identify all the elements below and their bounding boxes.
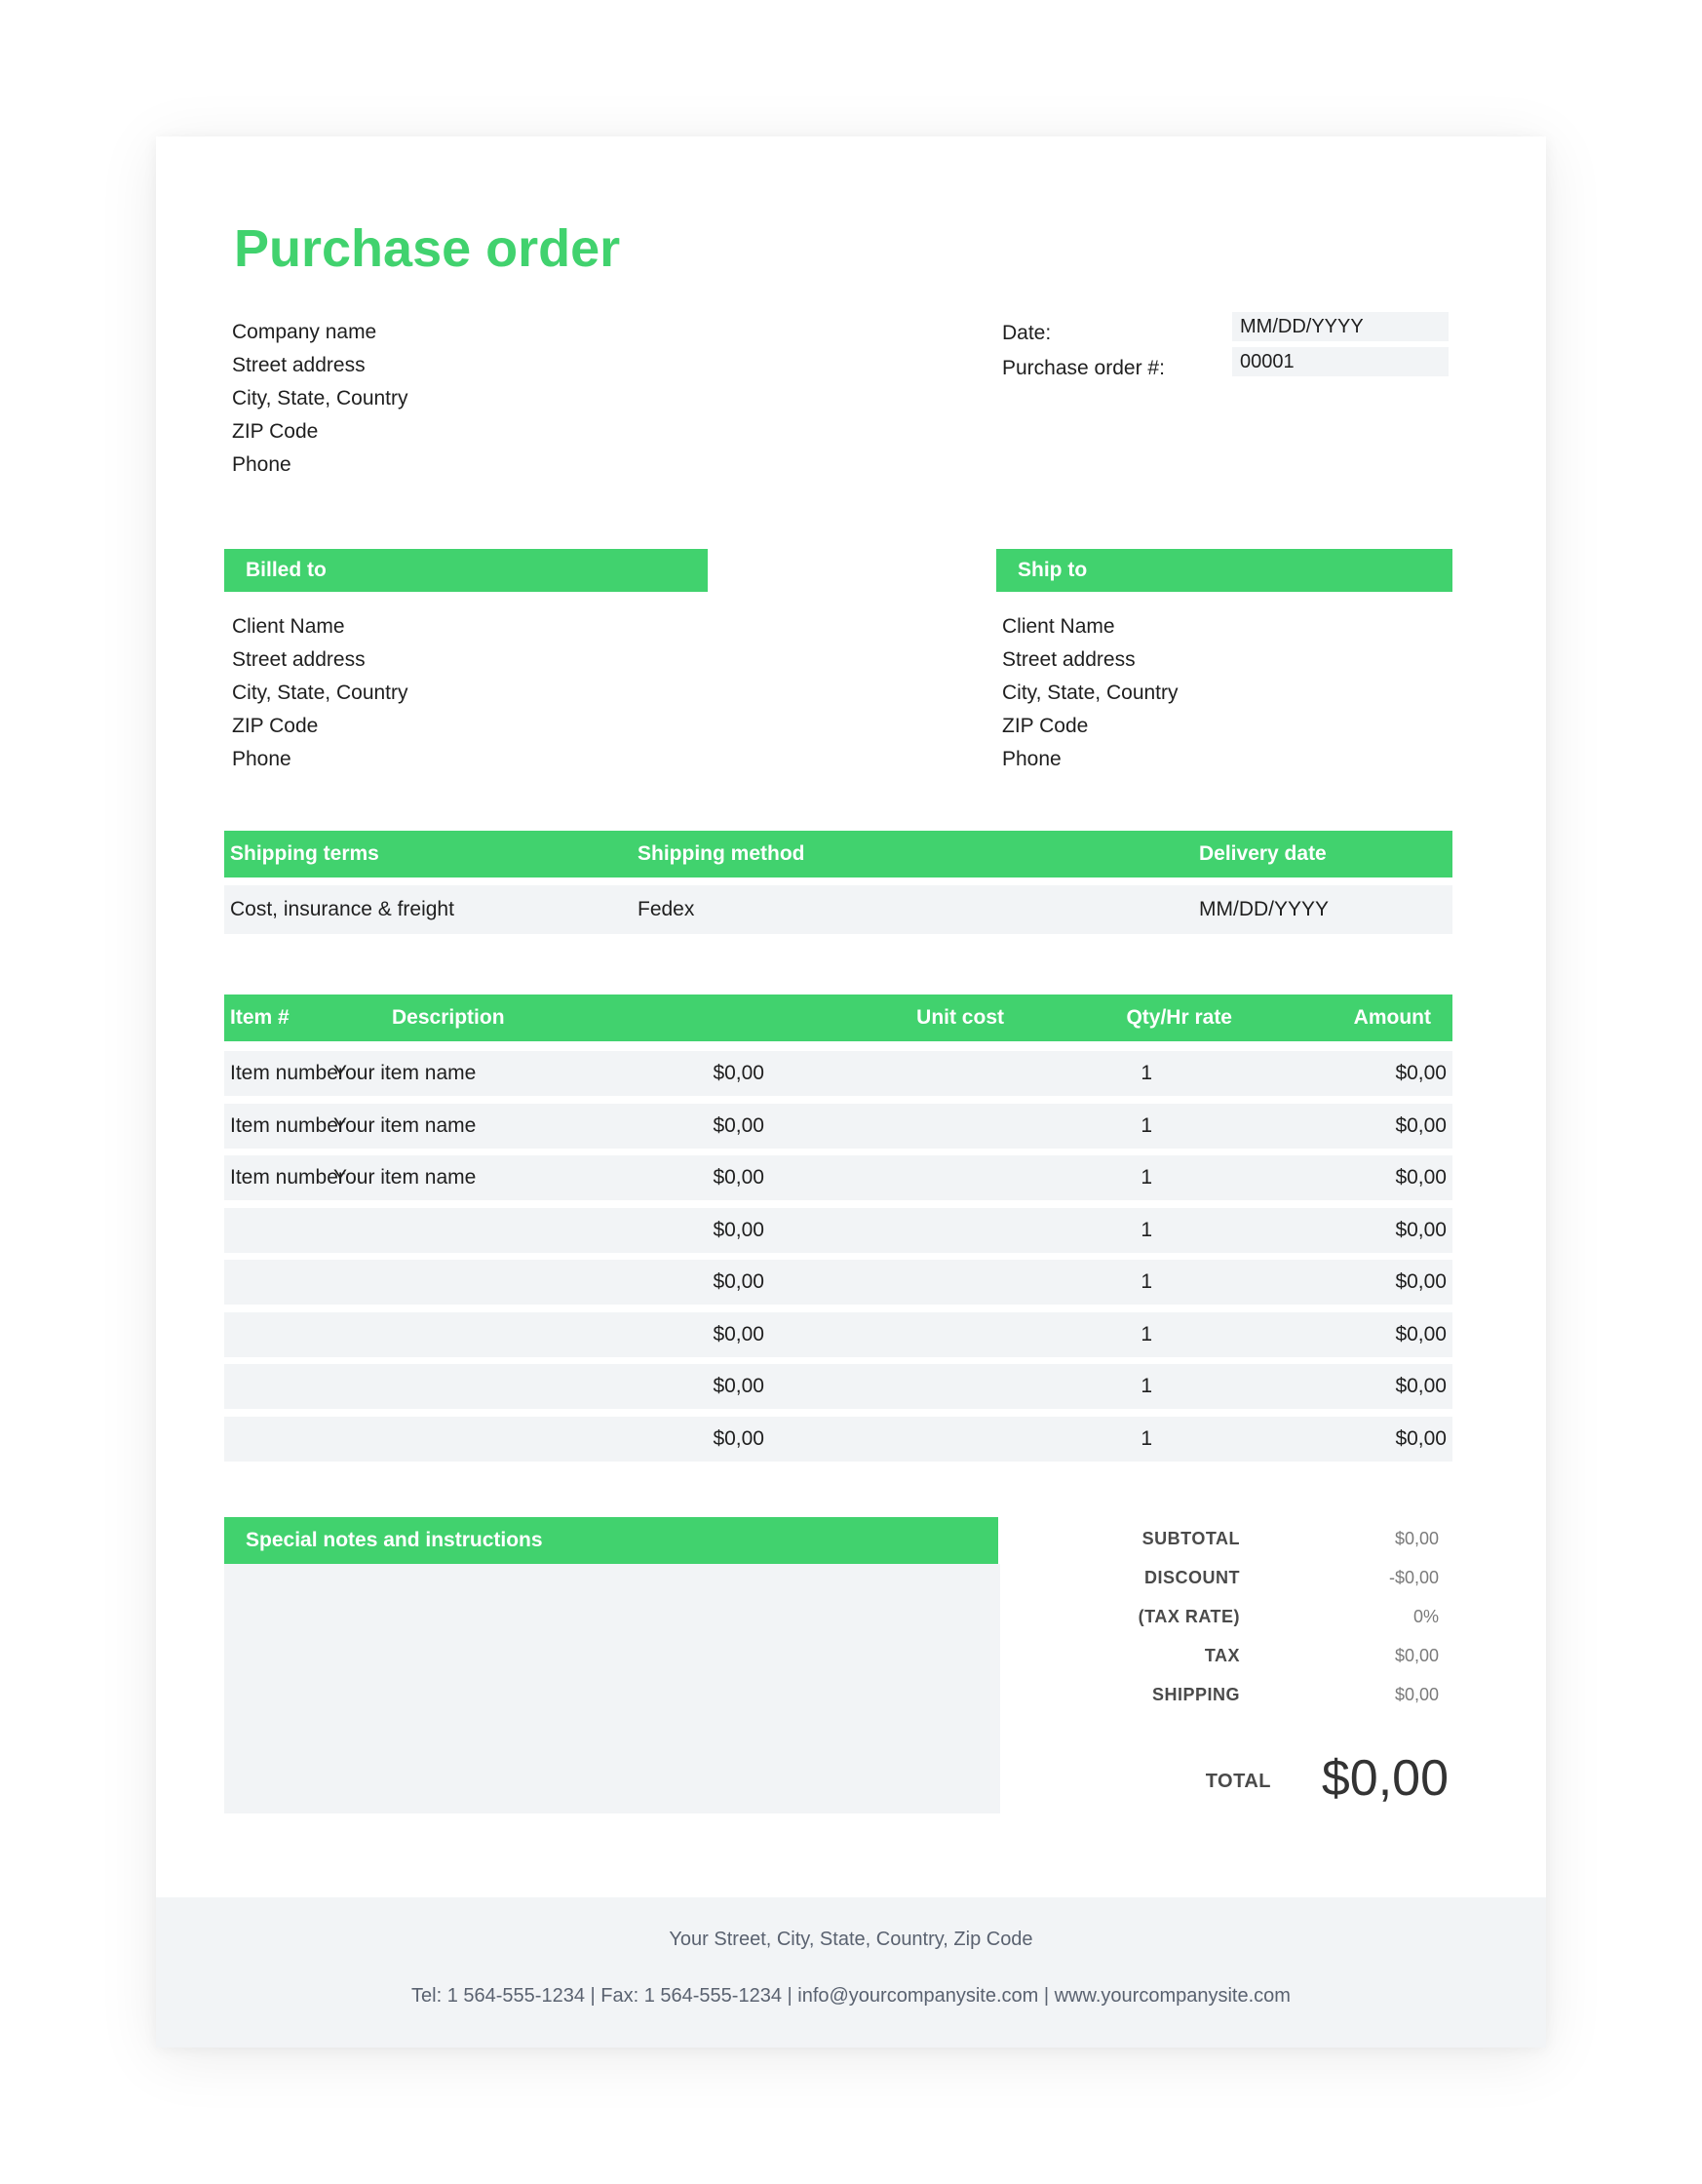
- total-label: TOTAL: [1205, 1771, 1271, 1792]
- billed-to-header: Billed to: [224, 549, 708, 592]
- shipping-cost-row: [1014, 1675, 1449, 1714]
- ship-to-address: [1002, 610, 1179, 776]
- shipping-method-value: Fedex: [638, 898, 695, 920]
- subtotal-label: SUBTOTAL: [1141, 1529, 1240, 1548]
- qty-rate-cell: 1: [1141, 1426, 1152, 1450]
- amount-cell: $0,00: [1395, 1166, 1447, 1189]
- tax-value: $0,00: [1394, 1646, 1439, 1665]
- item-number-cell: Item number: [230, 1062, 345, 1084]
- qty-rate-cell: 1: [1141, 1218, 1152, 1241]
- unit-cost-cell: $0,00: [713, 1113, 764, 1137]
- amount-cell: $0,00: [1395, 1375, 1447, 1397]
- qty-rate-cell: 1: [1141, 1322, 1152, 1346]
- qty-rate-cell: 1: [1141, 1113, 1152, 1137]
- tax-rate-label: (TAX RATE): [1138, 1607, 1240, 1626]
- ship-zip: ZIP Code: [1002, 715, 1089, 737]
- tax-label: TAX: [1204, 1646, 1240, 1665]
- item-number-cell: Item number: [230, 1113, 345, 1137]
- ship-city: City, State, Country: [1002, 682, 1179, 704]
- tax-rate-row: [1014, 1597, 1449, 1636]
- unit-cost-cell: $0,00: [713, 1062, 764, 1084]
- subtotal-row: [1014, 1519, 1449, 1558]
- ship-street: Street address: [1002, 648, 1136, 671]
- billed-street: Street address: [232, 648, 366, 671]
- shipping-terms-header: Shipping terms: [230, 842, 379, 865]
- company-info: [232, 316, 408, 482]
- shipping-table-header: [224, 831, 1452, 878]
- unit-cost-header: Unit cost: [916, 1006, 1004, 1029]
- footer-contact: Tel: 1 564-555-1234 | Fax: 1 564-555-1234 | info@yourcompanysite.com | www.yourcompanysite.com: [411, 1985, 1291, 2007]
- ship-to-header: Ship to: [996, 549, 1452, 592]
- tax-rate-value: 0%: [1412, 1607, 1439, 1626]
- company-zip: ZIP Code: [232, 420, 319, 443]
- amount-header: Amount: [1353, 1006, 1431, 1029]
- table-row: [224, 1051, 1452, 1096]
- discount-label: DISCOUNT: [1144, 1568, 1240, 1587]
- company-phone: Phone: [232, 453, 291, 476]
- qty-rate-cell: 1: [1141, 1270, 1152, 1293]
- amount-cell: $0,00: [1395, 1062, 1447, 1084]
- discount-value: -$0,00: [1388, 1568, 1439, 1587]
- tax-row: [1014, 1636, 1449, 1675]
- unit-cost-cell: $0,00: [713, 1218, 764, 1241]
- qty-rate-cell: 1: [1141, 1062, 1152, 1084]
- shipping-cost-value: $0,00: [1394, 1685, 1439, 1704]
- table-row: [224, 1260, 1452, 1305]
- table-row: [224, 1208, 1452, 1253]
- qty-rate-cell: 1: [1141, 1166, 1152, 1189]
- meta-labels: [1002, 316, 1165, 386]
- subtotal-value: $0,00: [1394, 1529, 1439, 1548]
- items-table-body: [224, 1051, 1452, 1468]
- po-number-label: Purchase order #:: [1002, 357, 1165, 379]
- date-label: Date:: [1002, 322, 1052, 344]
- shipping-row: [224, 885, 1452, 934]
- table-row: [224, 1417, 1452, 1462]
- table-row: [224, 1155, 1452, 1200]
- unit-cost-cell: $0,00: [713, 1270, 764, 1293]
- billed-city: City, State, Country: [232, 682, 408, 704]
- total-value: $0,00: [1321, 1750, 1449, 1807]
- date-field[interactable]: MM/DD/YYYY: [1232, 312, 1449, 341]
- company-street: Street address: [232, 354, 366, 376]
- unit-cost-cell: $0,00: [713, 1375, 764, 1397]
- purchase-order-page: [156, 136, 1546, 2048]
- amount-cell: $0,00: [1395, 1426, 1447, 1450]
- table-row: [224, 1364, 1452, 1409]
- footer: [156, 1897, 1546, 2048]
- ship-client-name: Client Name: [1002, 615, 1115, 638]
- unit-cost-cell: $0,00: [713, 1426, 764, 1450]
- amount-cell: $0,00: [1395, 1270, 1447, 1293]
- item-number-cell: Item number: [230, 1166, 345, 1189]
- amount-cell: $0,00: [1395, 1113, 1447, 1137]
- delivery-date-value: MM/DD/YYYY: [1199, 898, 1330, 920]
- footer-address: Your Street, City, State, Country, Zip Code: [669, 1929, 1033, 1950]
- table-row: [224, 1104, 1452, 1149]
- delivery-date-header: Delivery date: [1199, 842, 1327, 865]
- amount-cell: $0,00: [1395, 1322, 1447, 1346]
- qty-rate-cell: 1: [1141, 1375, 1152, 1397]
- description-cell: Your item name: [333, 1166, 477, 1189]
- shipping-terms-value: Cost, insurance & freight: [230, 898, 454, 920]
- qty-rate-header: Qty/Hr rate: [1126, 1006, 1232, 1029]
- unit-cost-cell: $0,00: [713, 1166, 764, 1189]
- company-city: City, State, Country: [232, 387, 408, 410]
- po-number-field[interactable]: 00001: [1232, 347, 1449, 376]
- description-cell: Your item name: [333, 1113, 477, 1137]
- billed-client-name: Client Name: [232, 615, 345, 638]
- billed-phone: Phone: [232, 748, 291, 770]
- description-header: Description: [392, 1006, 505, 1029]
- page-title: Purchase order: [234, 219, 621, 278]
- billed-to-address: [232, 610, 408, 776]
- shipping-method-header: Shipping method: [638, 842, 805, 865]
- unit-cost-cell: $0,00: [713, 1322, 764, 1346]
- shipping-cost-label: SHIPPING: [1151, 1685, 1240, 1704]
- notes-header: Special notes and instructions: [224, 1517, 998, 1564]
- items-table-header: [224, 994, 1452, 1041]
- totals-section: [1014, 1519, 1449, 1714]
- company-name: Company name: [232, 321, 377, 343]
- item-number-header: Item #: [230, 1006, 290, 1029]
- meta-values: [1232, 312, 1449, 382]
- table-row: [224, 1312, 1452, 1357]
- billed-zip: ZIP Code: [232, 715, 319, 737]
- ship-phone: Phone: [1002, 748, 1062, 770]
- notes-textarea[interactable]: [224, 1564, 1000, 1814]
- description-cell: Your item name: [333, 1062, 477, 1084]
- amount-cell: $0,00: [1395, 1218, 1447, 1241]
- discount-row: [1014, 1558, 1449, 1597]
